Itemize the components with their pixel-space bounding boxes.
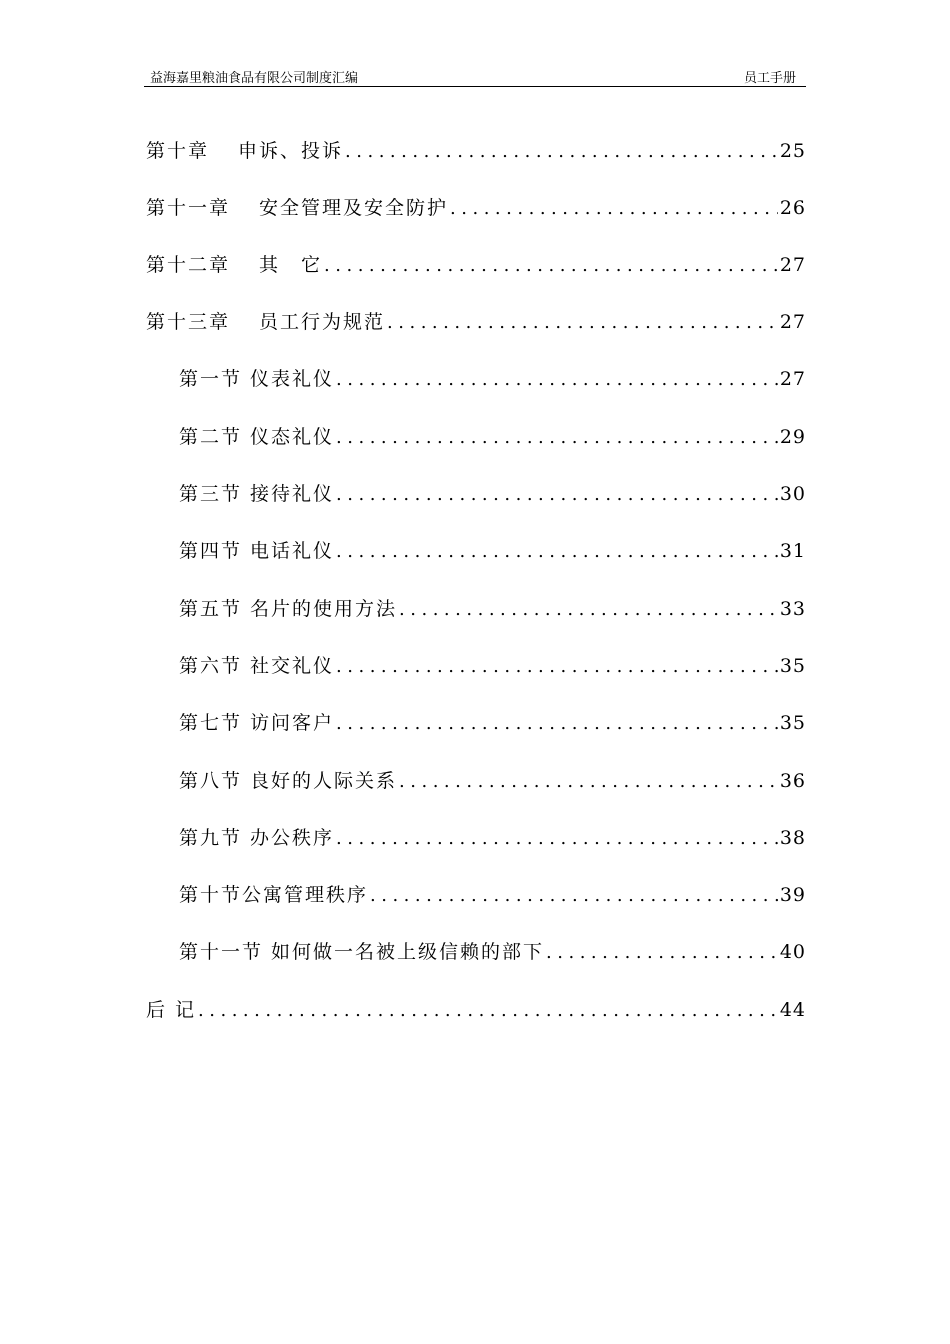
toc-leader-dots <box>336 711 778 737</box>
toc-entry-label: 第七节 访问客户 <box>179 712 335 734</box>
toc-entry[interactable] <box>179 710 806 736</box>
toc-entry-page: 30 <box>779 483 806 505</box>
toc-entry-page: 36 <box>779 770 806 792</box>
toc-entry-page: 35 <box>779 712 806 734</box>
toc-entry-page: 33 <box>779 598 806 620</box>
toc-leader-dots <box>198 998 778 1024</box>
toc-entry-label: 第九节 办公秩序 <box>179 827 335 849</box>
toc-leader-dots <box>336 425 778 451</box>
toc-leader-dots <box>546 940 778 966</box>
toc-entry-label: 第十二章 其 它 <box>146 254 323 276</box>
toc-leader-dots <box>399 597 778 623</box>
header-company-title: 益海嘉里粮油食品有限公司制度汇编 <box>150 71 359 86</box>
toc-entry[interactable] <box>179 768 806 794</box>
header-manual-title: 员工手册 <box>743 71 796 86</box>
toc-entry[interactable] <box>146 252 806 278</box>
toc-entry-label: 第十章 申诉、投诉 <box>146 140 344 162</box>
toc-entry[interactable] <box>146 997 806 1023</box>
toc-entry-page: 40 <box>779 941 806 963</box>
toc-entry[interactable] <box>179 882 806 908</box>
toc-entry-label: 第六节 社交礼仪 <box>179 655 335 677</box>
toc-entry-page: 26 <box>779 197 806 219</box>
toc-entry[interactable] <box>146 195 806 221</box>
toc-entry-label: 第八节 良好的人际关系 <box>179 770 398 792</box>
toc-entry[interactable] <box>179 825 806 851</box>
toc-entry-label: 第五节 名片的使用方法 <box>179 598 398 620</box>
toc-entry-label: 后 记 <box>146 999 197 1021</box>
toc-entry-label: 第十一节 如何做一名被上级信赖的部下 <box>179 941 545 963</box>
toc-entry-page: 38 <box>779 827 806 849</box>
toc-leader-dots <box>336 654 778 680</box>
toc-leader-dots <box>387 310 778 336</box>
toc-entry-page: 27 <box>779 368 806 390</box>
toc-entry[interactable] <box>146 309 806 335</box>
toc-entry[interactable] <box>179 596 806 622</box>
toc-entry-page: 27 <box>779 254 806 276</box>
toc-entry-label: 第十一章 安全管理及安全防护 <box>146 197 449 219</box>
toc-leader-dots <box>336 482 778 508</box>
toc-entry-page: 39 <box>779 884 806 906</box>
toc-entry[interactable] <box>179 424 806 450</box>
toc-entry-label: 第一节 仪表礼仪 <box>179 368 335 390</box>
toc-leader-dots <box>336 367 778 393</box>
toc-entry-page: 35 <box>779 655 806 677</box>
toc-leader-dots <box>324 253 778 279</box>
toc-entry[interactable] <box>179 939 806 965</box>
toc-leader-dots <box>345 139 778 165</box>
toc-entry[interactable] <box>146 138 806 164</box>
toc-entry[interactable] <box>179 653 806 679</box>
toc-entry[interactable] <box>179 481 806 507</box>
toc-entry-page: 44 <box>779 999 806 1021</box>
toc-entry[interactable] <box>179 366 806 392</box>
toc-entry-page: 31 <box>779 540 806 562</box>
toc-entry-page: 29 <box>779 426 806 448</box>
toc-entry-page: 27 <box>779 311 806 333</box>
toc-leader-dots <box>336 826 778 852</box>
page-header <box>144 66 806 87</box>
toc-entry-label: 第十节公寓管理秩序 <box>179 884 369 906</box>
toc-leader-dots <box>450 196 778 222</box>
toc-entry-page: 25 <box>779 140 806 162</box>
toc-entry-label: 第四节 电话礼仪 <box>179 540 335 562</box>
toc-entry-label: 第十三章 员工行为规范 <box>146 311 386 333</box>
toc-leader-dots <box>399 769 778 795</box>
toc-leader-dots <box>370 883 778 909</box>
toc-leader-dots <box>336 539 778 565</box>
toc-entry-label: 第二节 仪态礼仪 <box>179 426 335 448</box>
toc-entry[interactable] <box>179 538 806 564</box>
toc-entry-label: 第三节 接待礼仪 <box>179 483 335 505</box>
